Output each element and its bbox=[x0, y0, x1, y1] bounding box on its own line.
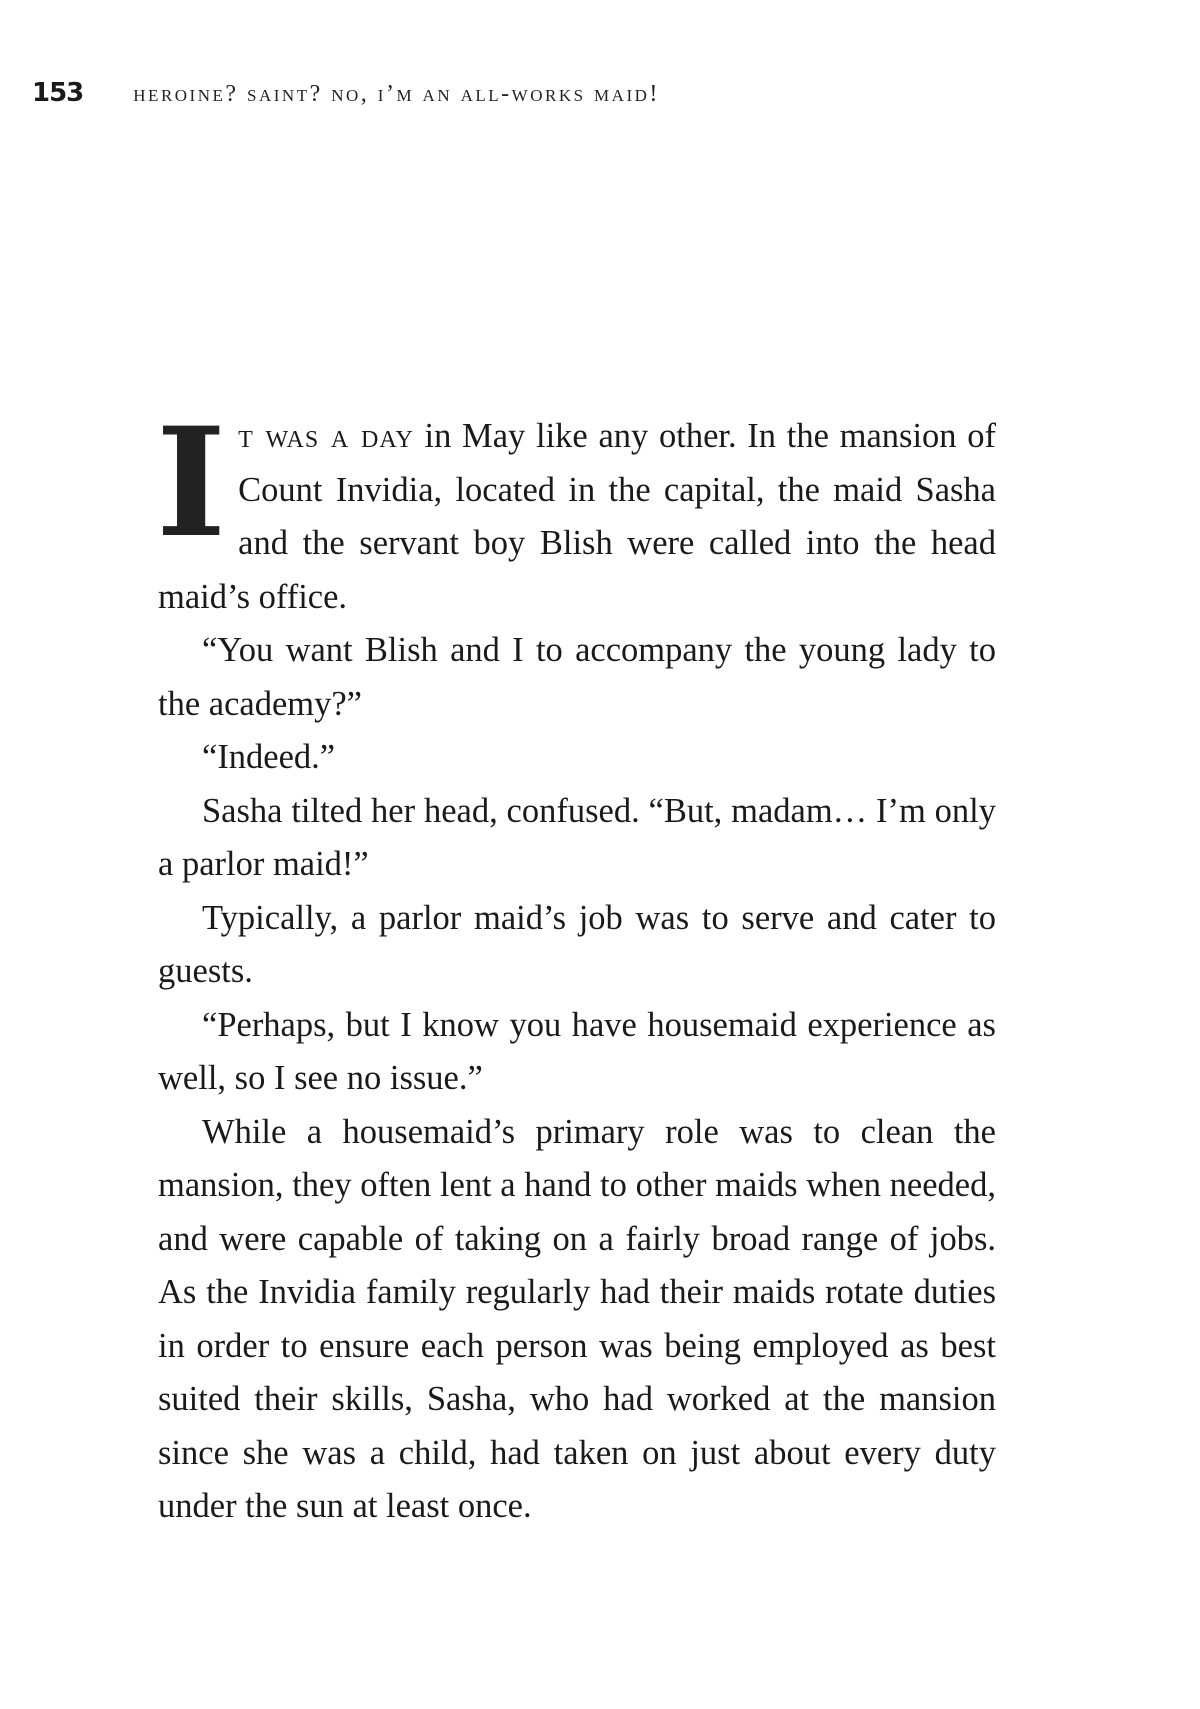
paragraph: “Perhaps, but I know you have housemaid experience as well, so I see no issue.” bbox=[158, 1005, 996, 1097]
opening-small-caps: t was a day bbox=[238, 417, 414, 455]
drop-cap: I bbox=[156, 395, 227, 571]
running-title: heroine? saint? no, i’m an all-works maid! bbox=[133, 81, 660, 107]
page-number: 153 bbox=[32, 78, 84, 108]
paragraph: “You want Blish and I to accompany the young lady to the academy?” bbox=[158, 631, 996, 723]
page-header bbox=[32, 78, 660, 108]
paragraph: “Indeed.” bbox=[202, 738, 336, 776]
paragraph-text: in May like any other. In the mansion of Count Invidia, located in the capital, the maid Sasha and the servant boy Blish were called into the head maid’s office. bbox=[158, 417, 996, 616]
paragraph: While a housemaid’s primary role was to clean the mansion, they often lent a hand to other maids when needed, and were capable of taking on a fairly broad range of jobs. As the Invidia family regularly had their maids rotate duties in order to ensure each person was being employed as best suited their skills, Sasha, who had worked at the mansion since she was a child, had taken on just about every duty under the sun at least once. bbox=[158, 1112, 996, 1525]
paragraph-opening bbox=[156, 395, 996, 624]
chapter-body bbox=[156, 395, 996, 1534]
paragraph: Typically, a parlor maid’s job was to serve and cater to guests. bbox=[158, 898, 996, 990]
paragraph: Sasha tilted her head, confused. “But, madam… I’m only a parlor maid!” bbox=[158, 791, 996, 883]
